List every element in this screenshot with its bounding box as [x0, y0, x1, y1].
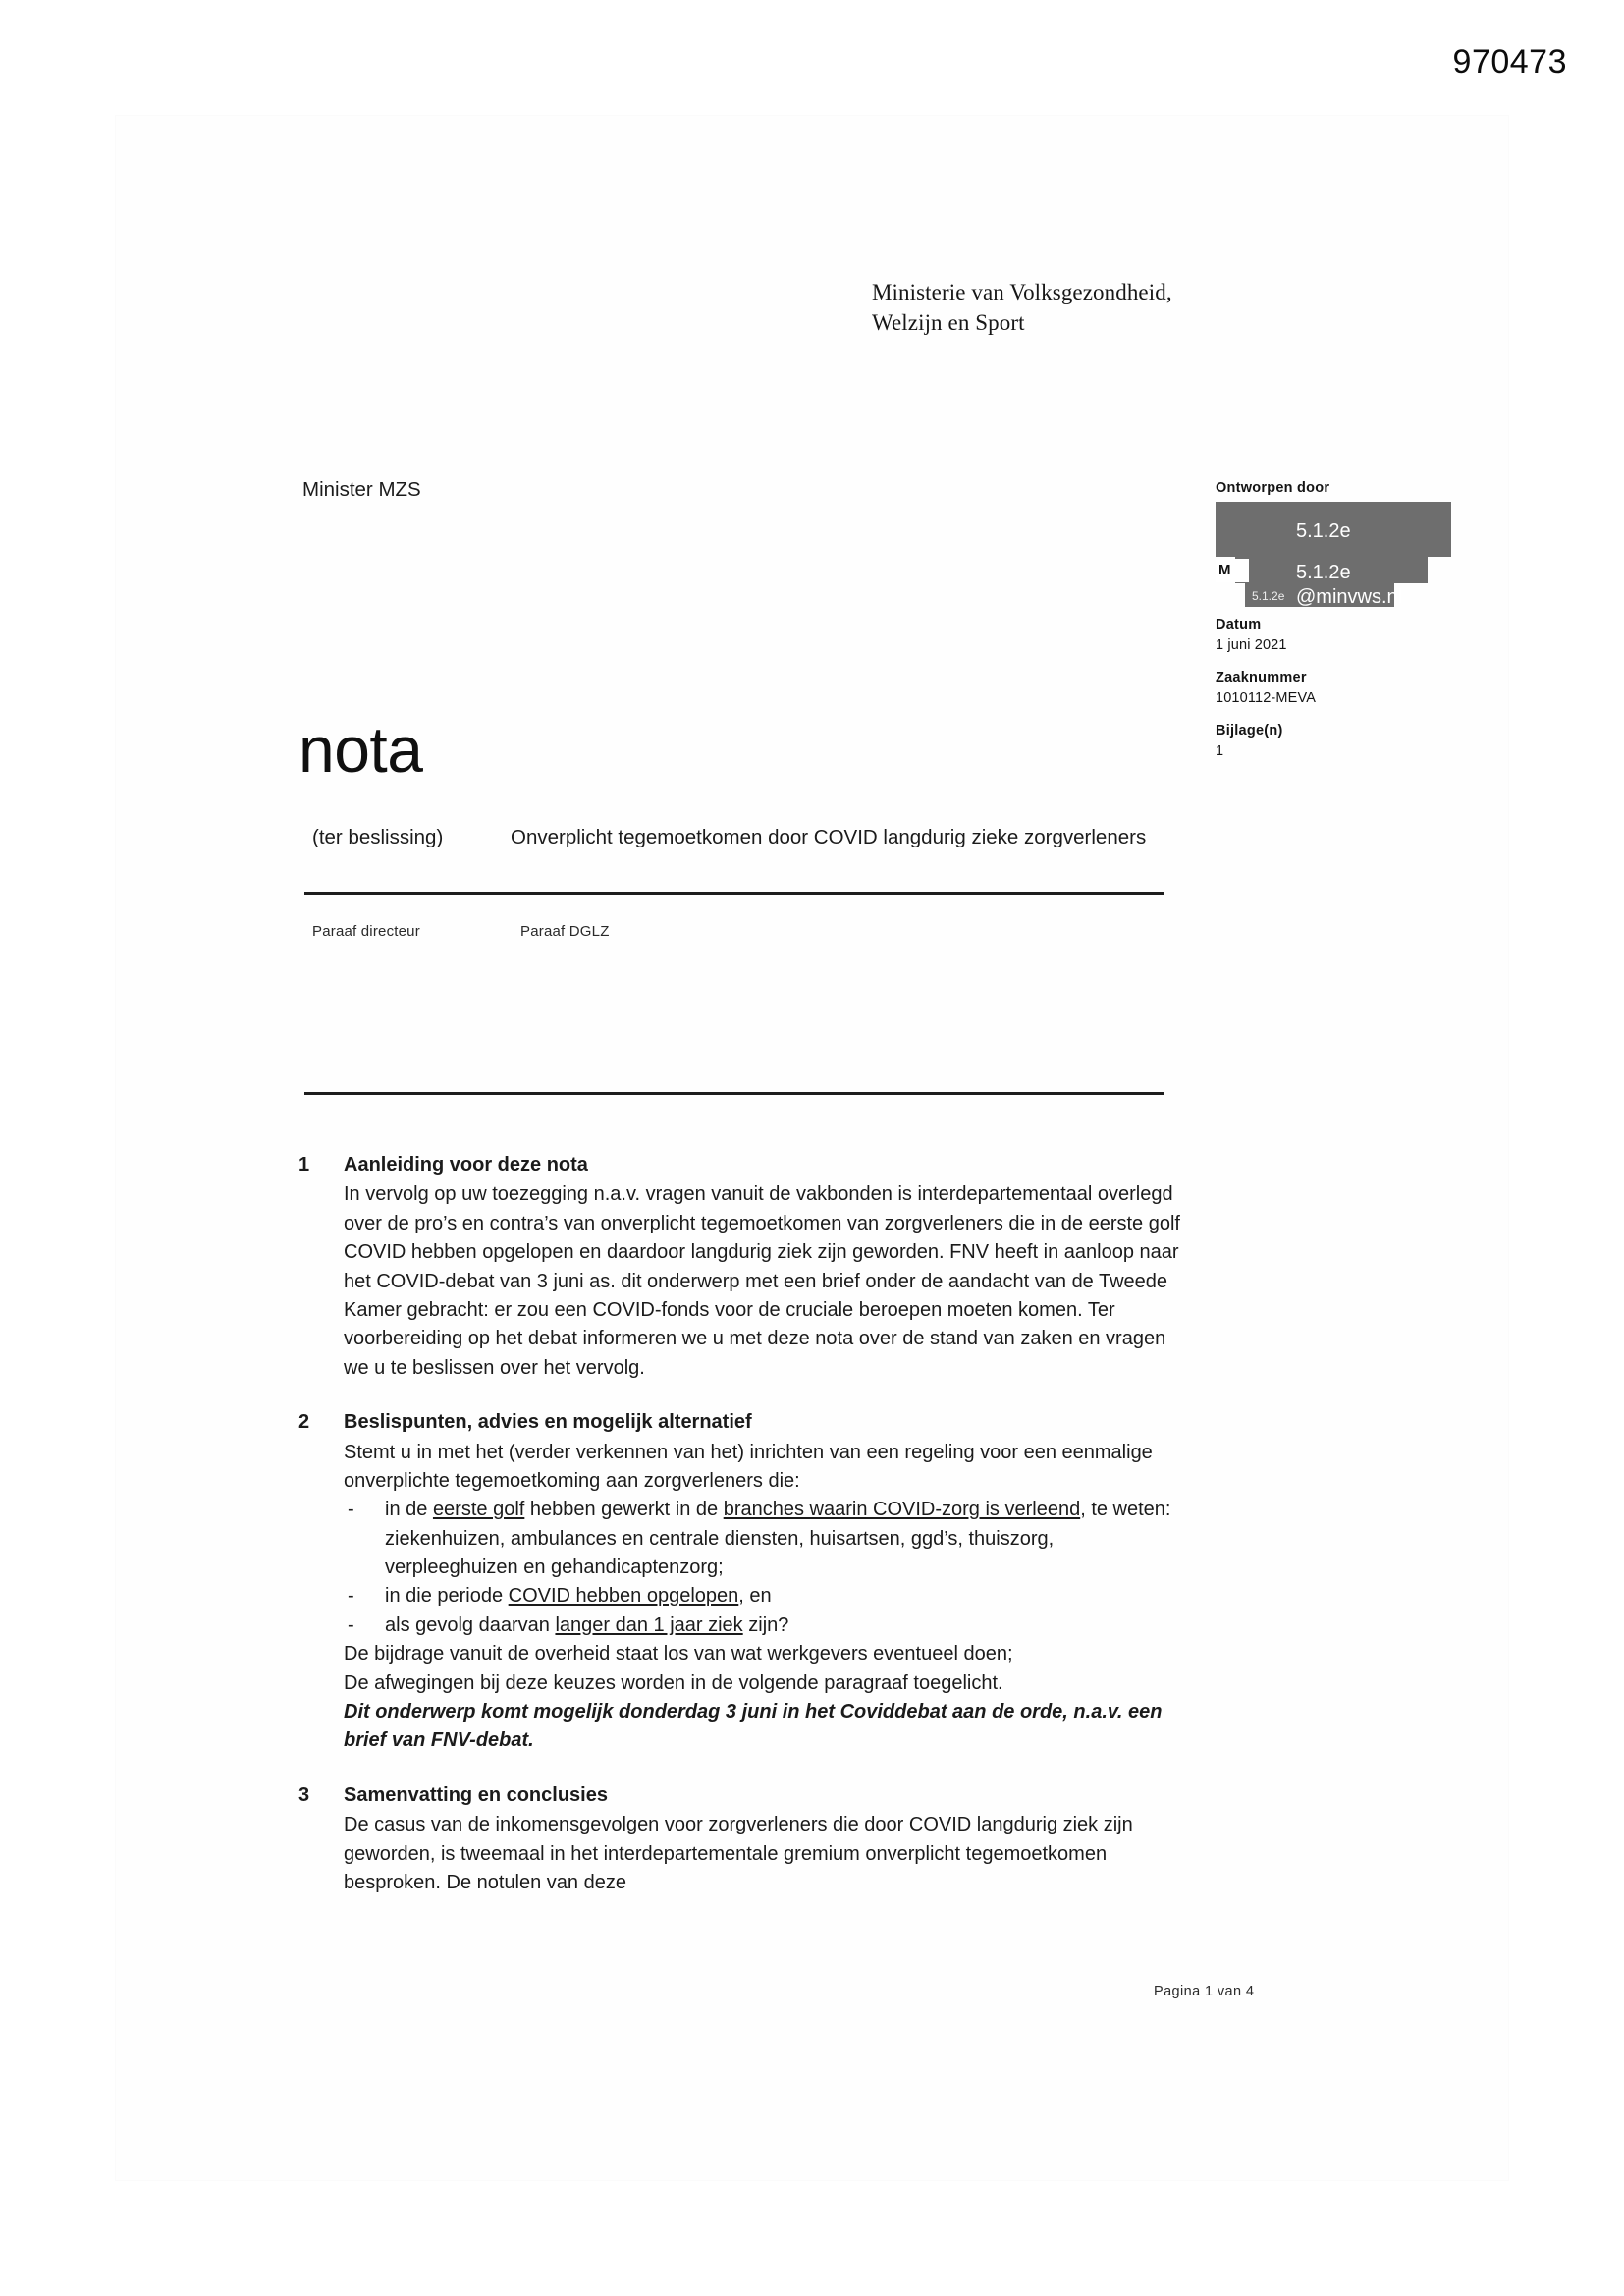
- email-domain: @minvws.nl: [1296, 585, 1403, 608]
- section-3-paragraph: De casus van de inkomensgevolgen voor zorgverleners die door COVID langdurig ziek zijn geworden, is tweemaal in het interdepartementale gremium onverplicht tegemoetkomen besproken. De notulen van deze: [344, 1814, 1133, 1893]
- section-1-heading: [298, 1151, 1182, 1179]
- zaaknummer-label: Zaaknummer: [1216, 669, 1307, 685]
- section-1-title: Aanleiding voor deze nota: [344, 1154, 588, 1175]
- redaction-code-name: 5.1.2e: [1296, 519, 1351, 542]
- bullet-2-part-b: , en: [738, 1585, 772, 1608]
- subject-row: [312, 823, 1176, 852]
- section-3-body: [344, 1811, 1182, 1897]
- bullet-dash-icon: -: [348, 1585, 354, 1608]
- redaction-code-small: 5.1.2e: [1252, 588, 1285, 603]
- beslispunten-list: [344, 1496, 1182, 1640]
- bullet-2-part-a: in die periode: [385, 1585, 509, 1608]
- page-footer: Pagina 1 van 4: [1154, 1984, 1255, 1999]
- section-2-title: Beslispunten, advies en mogelijk alternatief: [344, 1411, 752, 1434]
- bullet-3-underline-1: langer dan 1 jaar ziek: [555, 1613, 743, 1636]
- zaaknummer-value: 1010112-MEVA: [1216, 690, 1317, 707]
- bijlage-label: Bijlage(n): [1216, 722, 1283, 738]
- meta-group-bijlage: [1216, 721, 1473, 762]
- bullet-1-underline-2: branches waarin COVID-zorg is verleend: [723, 1499, 1081, 1521]
- mobile-label: M: [1216, 559, 1249, 582]
- section-2-emphasis: Dit onderwerp komt mogelijk donderdag 3 juni in het Coviddebat aan de orde, n.a.v. een brief van FNV-debat.: [344, 1701, 1163, 1752]
- subject-text: Onverplicht tegemoetkomen door COVID langdurig zieke zorgverleners: [511, 826, 1147, 848]
- bullet-3-part-b: zijn?: [742, 1613, 789, 1636]
- meta-group-zaaknummer: [1216, 668, 1473, 709]
- paraaf-directeur-label: Paraaf directeur: [312, 923, 420, 940]
- bullet-1-part-a: in de: [385, 1499, 433, 1521]
- bullet-3-part-a: als gevolg daarvan: [385, 1613, 556, 1636]
- section-1-number: 1: [298, 1154, 310, 1175]
- list-item: [344, 1496, 1182, 1582]
- section-2-after-line-2: De afwegingen bij deze keuzes worden in de volgende paragraaf toegelicht.: [344, 1671, 1003, 1694]
- section-3-heading: [298, 1781, 1182, 1810]
- ontworpen-door-label: Ontworpen door: [1216, 480, 1330, 496]
- section-2-body: [344, 1439, 1182, 1756]
- ministry-wordmark: [872, 278, 1172, 338]
- datum-value: 1 juni 2021: [1216, 637, 1287, 654]
- section-1: [298, 1151, 1182, 1383]
- section-1-body: [344, 1180, 1182, 1383]
- bullet-dash-icon: -: [348, 1613, 354, 1636]
- paraaf-row: [312, 923, 610, 940]
- redaction-block: [1216, 502, 1451, 608]
- section-2: [298, 1408, 1182, 1756]
- paraaf-dglz-label: Paraaf DGLZ: [520, 923, 610, 940]
- addressee: Minister MZS: [302, 478, 421, 501]
- redaction-code-phone: 5.1.2e: [1296, 561, 1351, 583]
- section-3-number: 3: [298, 1783, 310, 1806]
- bullet-1-part-c: , te weten: ziekenhuizen, ambulances en centrale diensten, huisartsen, ggd’s, thuiszorg, verpleeghuizen en gehandicaptenzorg;: [385, 1499, 1171, 1579]
- section-2-after-line-1: De bijdrage vanuit de overheid staat los van wat werkgevers eventueel doen;: [344, 1643, 1013, 1666]
- section-2-heading: [298, 1408, 1182, 1437]
- datum-label: Datum: [1216, 616, 1262, 632]
- metadata-column: [1216, 478, 1473, 779]
- divider-bottom: [304, 1092, 1164, 1095]
- meta-group-ontworpen-door: [1216, 478, 1473, 608]
- section-2-intro: Stemt u in met het (verder verkennen van het) inrichten van een regeling voor een eenmalige onverplichte tegemoetkoming aan zorgverleners die:: [344, 1441, 1153, 1492]
- bijlage-value: 1: [1216, 743, 1224, 760]
- subject-kind: (ter beslissing): [312, 826, 444, 848]
- bullet-1-part-b: hebben gewerkt in de: [524, 1499, 724, 1521]
- ministry-line-1: Ministerie van Volksgezondheid,: [872, 280, 1172, 304]
- bullet-2-underline-1: COVID hebben opgelopen: [508, 1585, 739, 1608]
- section-2-number: 2: [298, 1411, 310, 1434]
- section-3: [298, 1781, 1182, 1898]
- ministry-line-2: Welzijn en Sport: [872, 309, 1025, 335]
- bullet-dash-icon: -: [348, 1499, 354, 1521]
- list-item: [344, 1612, 1182, 1640]
- bullet-1-underline-1: eerste golf: [432, 1499, 525, 1521]
- document-number: 970473: [1452, 43, 1567, 81]
- document-body: [298, 1151, 1182, 1897]
- divider-top: [304, 892, 1164, 895]
- page-title: nota: [298, 713, 423, 786]
- section-1-paragraph: In vervolg op uw toezegging n.a.v. vragen vanuit de vakbonden is interdepartementaal overlegd over de pro’s en contra’s van onverplicht tegemoetkomen van zorgverleners die in de eerste golf COVID hebben opgelopen en daardoor langdurig ziek zijn geworden. FNV heeft in aanloop naar het COVID-debat van 3 juni as. dit onderwerp met een brief onder de aandacht van de Tweede Kamer gebracht: er zou een COVID-fonds voor de cruciale beroepen moeten komen. Ter voorbereiding op het debat informeren we u met deze nota over de stand van zaken en vragen we u te beslissen over het vervolg.: [344, 1183, 1180, 1379]
- meta-group-datum: [1216, 615, 1473, 656]
- section-3-title: Samenvatting en conclusies: [344, 1783, 608, 1806]
- list-item: [344, 1582, 1182, 1611]
